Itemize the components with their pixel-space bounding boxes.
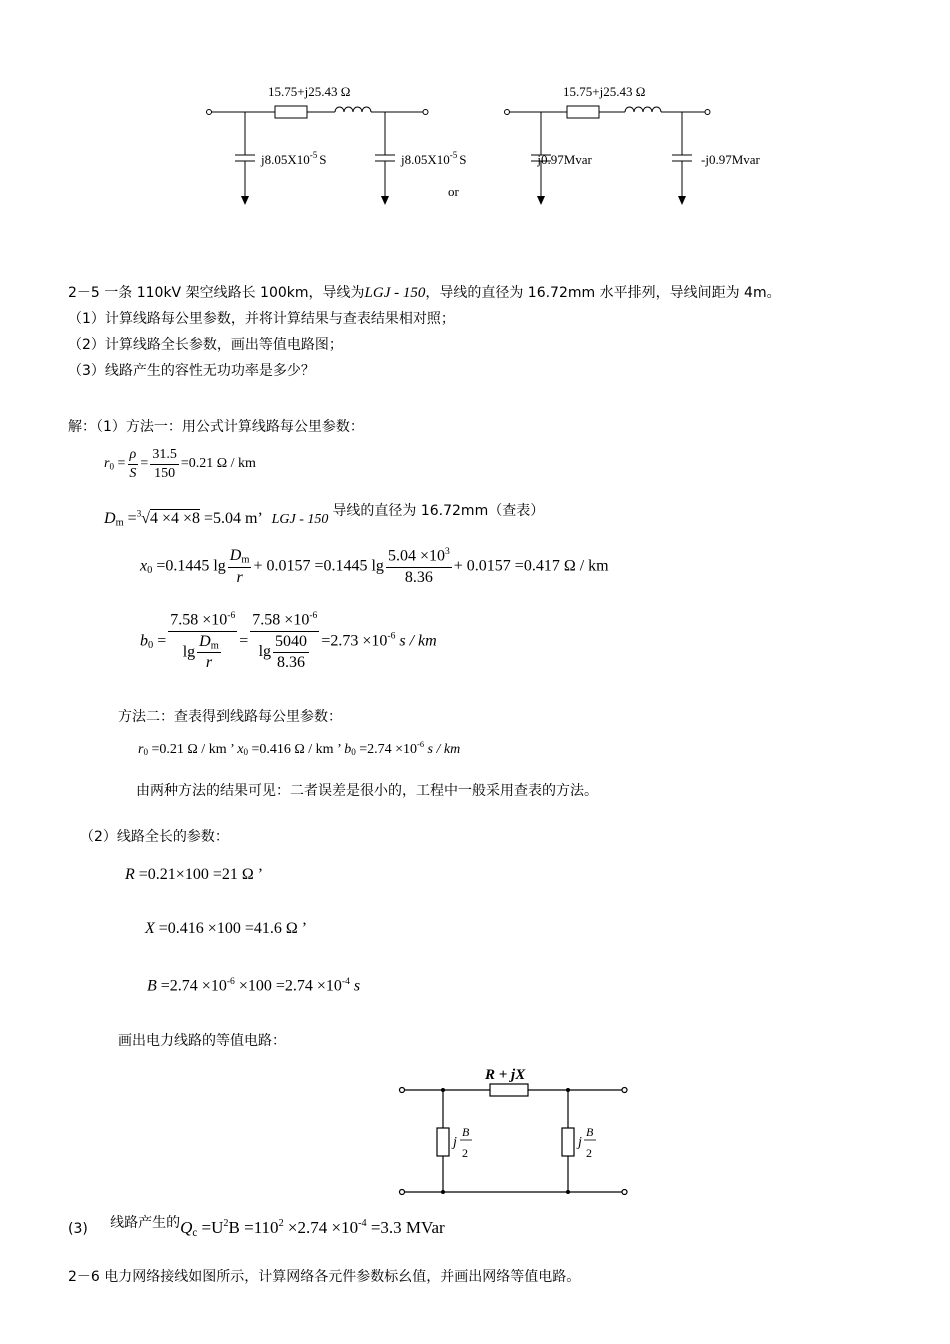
problem-2-5-heading: 2－5 一条 110kV 架空线路长 100km，导线为LGJ - 150，导线的直径为 16.72mm 水平排列，导线间距为 4m。 [68, 285, 781, 301]
part-2-title: （2）线路全长的参数： [80, 829, 229, 845]
right-reactive-left-label: -j0.97Mvar [533, 152, 592, 167]
svg-text:2: 2 [586, 1146, 592, 1160]
svg-text:j8.05X10-5S: $j8.05X10^{-5}$ S [401, 150, 467, 167]
right-admittance-label: j8.05X10 [401, 152, 450, 167]
equivalent-circuit [390, 1060, 640, 1205]
part-3-line: (3) 线路产生的$Q_c =U^2B =110^2 \times 2.74 \times 10^{-4} =3.3$ MVar [68, 1215, 445, 1239]
question-3: （3）线路产生的容性无功功率是多少？ [68, 363, 315, 379]
method-2-title: 方法二：查表得到线路每公里参数： [118, 709, 342, 725]
X-total: X =0.416 ×100 =41.6 Ω ’ [145, 920, 308, 937]
B-total: $B =2.74 \times 10^{-6} \times 100 =2.74 \times 10^{-4}$ s [147, 976, 361, 995]
question-1: （1）计算线路每公里参数，并将计算结果与查表结果相对照； [68, 311, 455, 327]
left-admittance-label: j8.05X10 [261, 152, 310, 167]
or-label: or [448, 184, 459, 199]
svg-text:B: B [586, 1125, 594, 1139]
right-reactive-right-label: -j0.97Mvar [701, 152, 760, 167]
left-impedance-label: 15.75+j25.43 Ω [268, 84, 351, 99]
dm-formula: $D_m =^3√4 \times 4 \times 8 =5.04$ m’ LGJ - 150 导线的直径为 16.72mm（查表） [104, 503, 545, 529]
method-2-values: $r_0 =0.21$ Ω / km ’ $x_0 =0.416$ Ω / km ’ $b_0 =2.74 \times 10^{-6}$ s / km [138, 740, 461, 758]
draw-circuit-text: 画出电力线路的等值电路： [118, 1033, 286, 1049]
problem-2-6: 2－6 电力网络接线如图所示，计算网络各元件参数标幺值，并画出网络等值电路。 [68, 1269, 581, 1285]
R-total: R =0.21×100 =21 Ω ’ [125, 866, 264, 883]
comparison-note: 由两种方法的结果可见：二者误差是很小的，工程中一般采用查表的方法。 [136, 783, 598, 799]
x0-formula: $x_0 =0.1445$ lg $\frac{D_m}{r}$ + 0.0157 =0.1445 lg $\frac{5.04 \times 10^3}{8.36}$ + 0.0157 =0.417 Ω / km [140, 546, 609, 586]
series-label: R + jX [485, 1067, 526, 1083]
svg-text:j: j [578, 1135, 582, 1150]
solution-intro: 解：（1）方法一：用公式计算线路每公里参数： [68, 419, 364, 435]
b0-formula: $b_0$ = $7.58 \times 10^{-6}$ lg $\frac{D_m}{r}$ = $7.58 \times 10^{-6}$ lg $\frac{5040}{8.36}$ $=2.73 \times 10^{-6}$ s / km [140, 610, 437, 672]
r0-formula: $r_0$ = $\frac{\rho}{S}$ = $\frac{31.5}{150}$ =0.21 Ω / km [104, 447, 256, 481]
right-impedance-label: 15.75+j25.43 Ω [563, 84, 646, 99]
svg-text:B: B [462, 1125, 470, 1139]
svg-text:j8.05X10-5S: $j8.05X10^{-5}$ S [261, 150, 327, 167]
question-2: （2）计算线路全长参数，画出等值电路图； [68, 337, 343, 353]
svg-text:j: j [453, 1135, 457, 1150]
pi-circuit-figure [195, 78, 795, 218]
svg-text:2: 2 [462, 1146, 468, 1160]
